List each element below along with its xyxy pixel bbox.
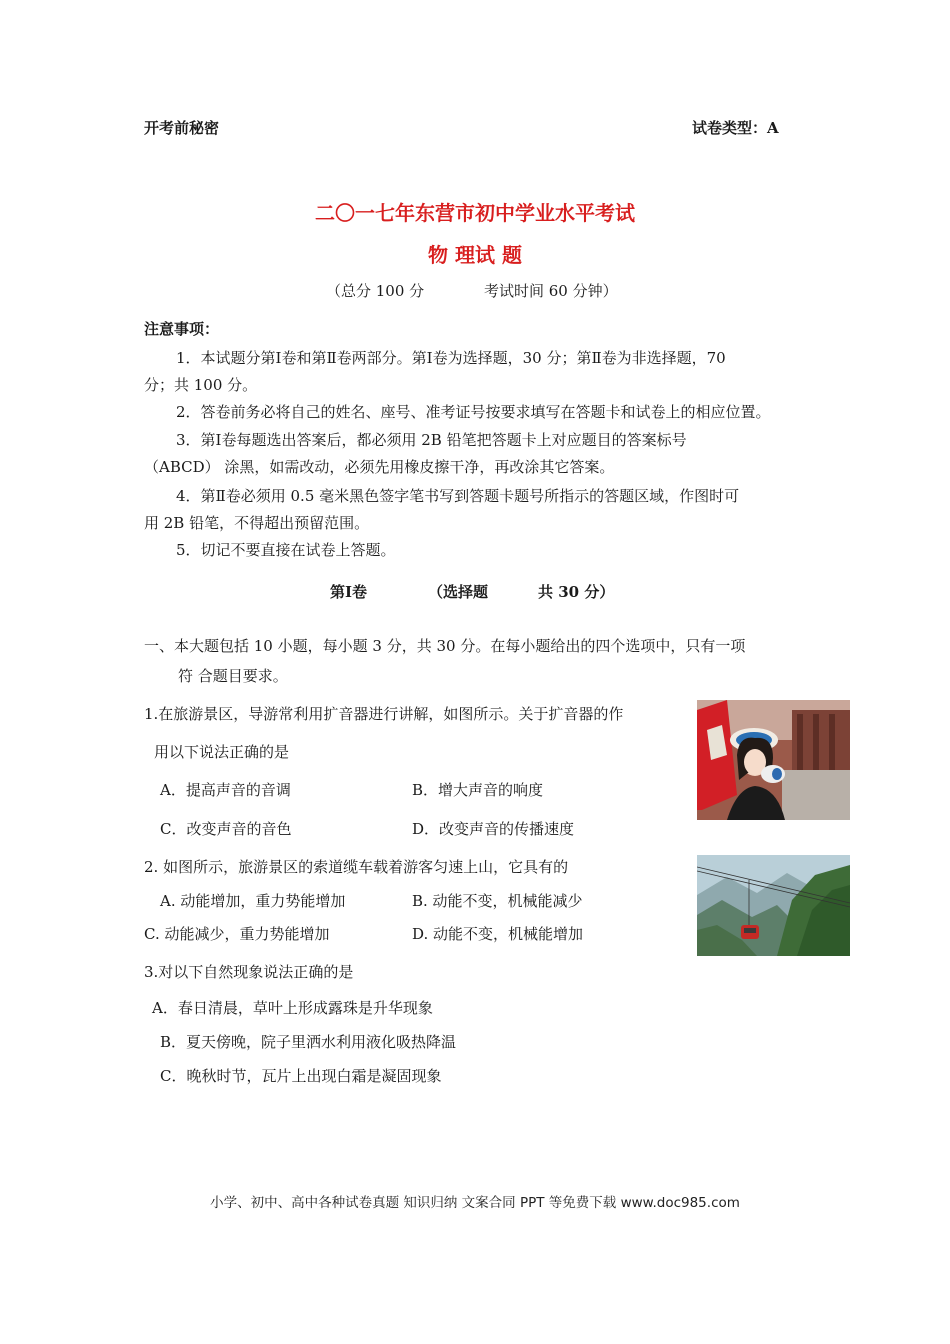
exam-subtitle: 物 理试 题	[428, 243, 522, 267]
exam-time: 考试时间 60 分钟）	[484, 282, 618, 300]
instructions-line-1: 一、本大题包括 10 小题，每小题 3 分，共 30 分。在每小题给出的四个选项中，只有一项	[144, 637, 746, 655]
tour-guide-megaphone-photo	[697, 700, 850, 820]
q1-stem-line-2: 用以下说法正确的是	[154, 743, 290, 761]
q3-option-c: C．晚秋时节，瓦片上出现白霜是凝固现象	[160, 1067, 442, 1085]
note-4-line-1: 4．第Ⅱ卷必须用 0.5 毫米黑色签字笔书写到答题卡题号所指示的答题区域，作图时可	[176, 487, 740, 505]
q2-option-b: B. 动能不变，机械能减少	[412, 892, 583, 910]
instructions-line-2: 符 合题目要求。	[178, 667, 288, 685]
note-4-line-2: 用 2B 铅笔，不得超出预留范围。	[144, 514, 370, 532]
q1-option-c: C．改变声音的音色	[160, 820, 292, 838]
section-part: 第Ⅰ卷	[330, 583, 368, 601]
section-type: （选择题	[428, 583, 489, 601]
header-paper-type: 试卷类型：A	[692, 119, 779, 137]
q2-option-c: C. 动能减少，重力势能增加	[144, 925, 330, 943]
note-1-line-1: 1．本试题分第Ⅰ卷和第Ⅱ卷两部分。第Ⅰ卷为选择题，30 分；第Ⅱ卷为非选择题，70	[176, 349, 726, 367]
notes-heading: 注意事项：	[144, 320, 220, 338]
q1-option-d: D．改变声音的传播速度	[412, 820, 575, 838]
note-3-line-2: （ABCD） 涂黑，如需改动，必须先用橡皮擦干净，再改涂其它答案。	[144, 458, 615, 476]
page-footer: 小学、初中、高中各种试卷真题 知识归纳 文案合同 PPT 等免费下载 www.doc985.com	[210, 1195, 740, 1211]
note-5: 5．切记不要直接在试卷上答题。	[176, 541, 396, 559]
cable-car-mountain-photo	[697, 855, 850, 956]
note-3-line-1: 3．第Ⅰ卷每题选出答案后，都必须用 2B 铅笔把答题卡上对应题目的答案标号	[176, 431, 687, 449]
exam-total-score: （总分 100 分	[326, 282, 425, 300]
q2-option-d: D. 动能不变，机械能增加	[412, 925, 584, 943]
note-2: 2．答卷前务必将自己的姓名、座号、准考证号按要求填写在答题卡和试卷上的相应位置。	[176, 403, 771, 421]
q1-option-b: B．增大声音的响度	[412, 781, 544, 799]
q1-option-a: A．提高声音的音调	[160, 781, 291, 799]
q2-stem: 2. 如图所示，旅游景区的索道缆车载着游客匀速上山，它具有的	[144, 858, 569, 876]
note-1-line-2: 分；共 100 分。	[144, 376, 258, 394]
section-score: 共 30 分）	[538, 583, 615, 601]
q1-stem-line-1: 1.在旅游景区，导游常利用扩音器进行讲解，如图所示。关于扩音器的作	[144, 705, 624, 723]
header-confidential: 开考前秘密	[144, 119, 220, 137]
q3-option-b: B．夏天傍晚，院子里洒水利用液化吸热降温	[160, 1033, 457, 1051]
exam-title: 二〇一七年东营市初中学业水平考试	[315, 201, 635, 225]
q3-stem: 3.对以下自然现象说法正确的是	[144, 963, 354, 981]
q2-option-a: A. 动能增加，重力势能增加	[160, 892, 346, 910]
q3-option-a: A．春日清晨，草叶上形成露珠是升华现象	[152, 999, 433, 1017]
